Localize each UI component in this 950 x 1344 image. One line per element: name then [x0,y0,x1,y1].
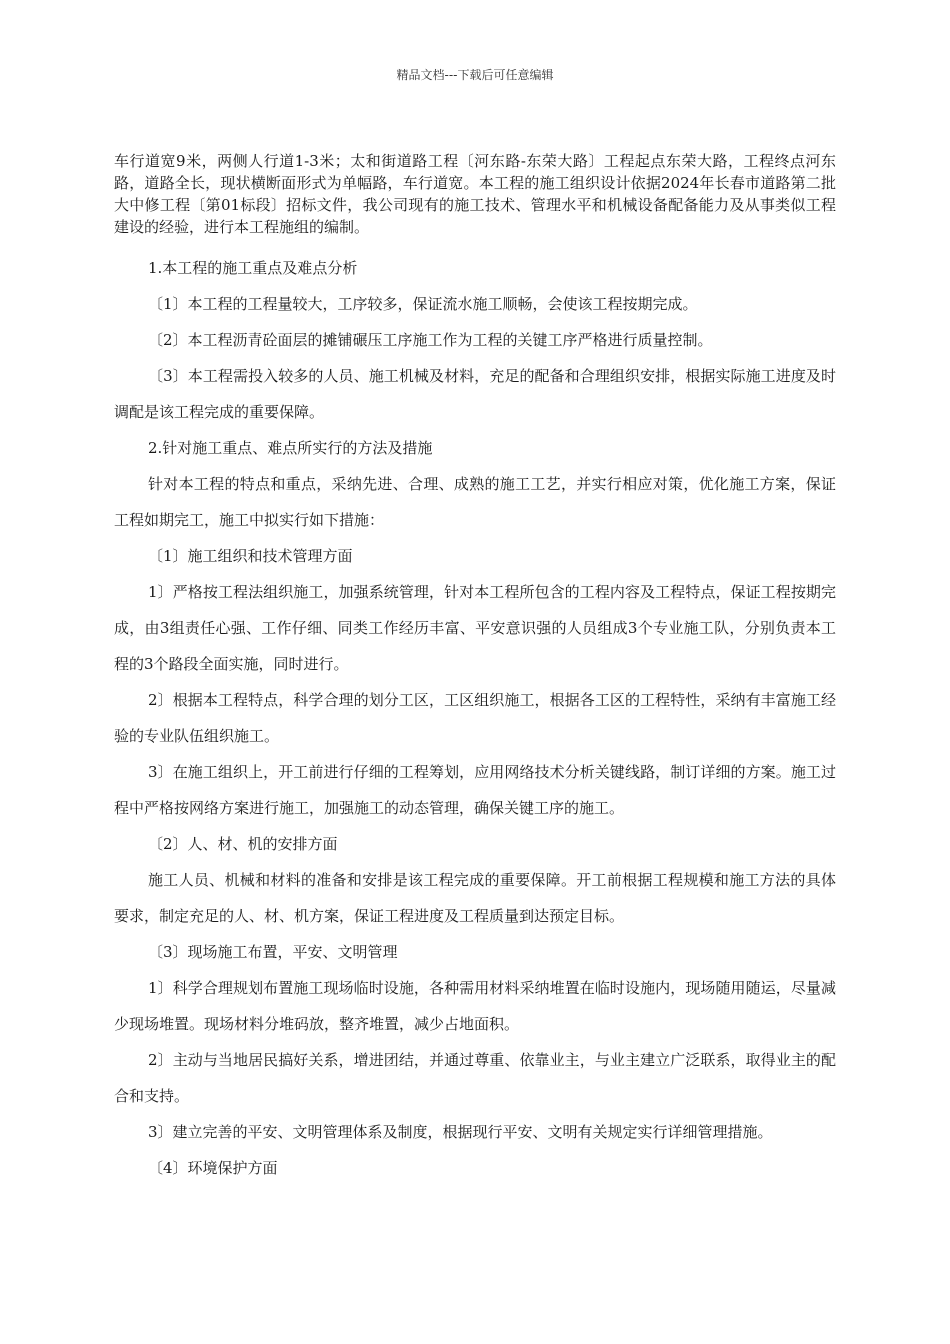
section-heading: 1.本工程的施工重点及难点分析 [148,259,358,277]
paragraph: 〔3〕本工程需投入较多的人员、施工机械及材料，充足的配备和合理组织安排，根据实际施工进度及时调配是该工程完成的重要保障。 [114,367,836,421]
paragraph: 1〕科学合理规划布置施工现场临时设施，各种需用材料采纳堆置在临时设施内，现场随用随运，尽量减少现场堆置。现场材料分堆码放，整齐堆置，减少占地面积。 [114,979,836,1033]
paragraph: 施工人员、机械和材料的准备和安排是该工程完成的重要保障。开工前根据工程规模和施工方法的具体要求，制定充足的人、材、机方案，保证工程进度及工程质量到达预定目标。 [114,871,836,925]
paragraph: 3〕在施工组织上，开工前进行仔细的工程筹划，应用网络技术分析关键线路，制订详细的方案。施工过程中严格按网络方案进行施工，加强施工的动态管理，确保关键工序的施工。 [114,763,836,817]
subsection-heading: 〔1〕施工组织和技术管理方面 [148,547,353,565]
page-header: 精品文档---下载后可任意编辑 [396,68,554,82]
document-body [114,150,836,1186]
paragraph: 1〕严格按工程法组织施工，加强系统管理，针对本工程所包含的工程内容及工程特点，保证工程按期完成，由3组责任心强、工作仔细、同类工作经历丰富、平安意识强的人员组成3个专业施工队，分别负责本工程的3个路段全面实施，同时进行。 [114,583,836,673]
paragraph: 针对本工程的特点和重点，采纳先进、合理、成熟的施工工艺，并实行相应对策，优化施工方案，保证工程如期完工，施工中拟实行如下措施： [114,475,836,529]
paragraph: 2〕主动与当地居民搞好关系，增进团结，并通过尊重、依靠业主，与业主建立广泛联系，取得业主的配合和支持。 [114,1051,836,1105]
paragraph: 3〕建立完善的平安、文明管理体系及制度，根据现行平安、文明有关规定实行详细管理措施。 [148,1123,773,1141]
section-heading: 2.针对施工重点、难点所实行的方法及措施 [148,439,433,457]
subsection-heading: 〔3〕现场施工布置，平安、文明管理 [148,943,398,961]
paragraph: 2〕根据本工程特点，科学合理的划分工区，工区组织施工，根据各工区的工程特性，采纳有丰富施工经验的专业队伍组织施工。 [114,691,836,745]
paragraph: 〔1〕本工程的工程量较大，工序较多，保证流水施工顺畅，会使该工程按期完成。 [148,295,698,313]
paragraph: 〔2〕本工程沥青砼面层的摊铺碾压工序施工作为工程的关键工序严格进行质量控制。 [148,331,713,349]
subsection-heading: 〔2〕人、材、机的安排方面 [148,835,338,853]
subsection-heading: 〔4〕环境保护方面 [148,1159,278,1177]
intro-paragraph: 车行道宽9米，两侧人行道1-3米；太和街道路工程〔河东路-东荣大路〕工程起点东荣大路，工程终点河东路，道路全长，现状横断面形式为单幅路，车行道宽。本工程的施工组织设计依据2024年长春市道路第二批大中修工程〔第01标段〕招标文件，我公司现有的施工技术、管理水平和机械设备配备能力及从事类似工程建设的经验，进行本工程施组的编制。 [114,152,836,236]
